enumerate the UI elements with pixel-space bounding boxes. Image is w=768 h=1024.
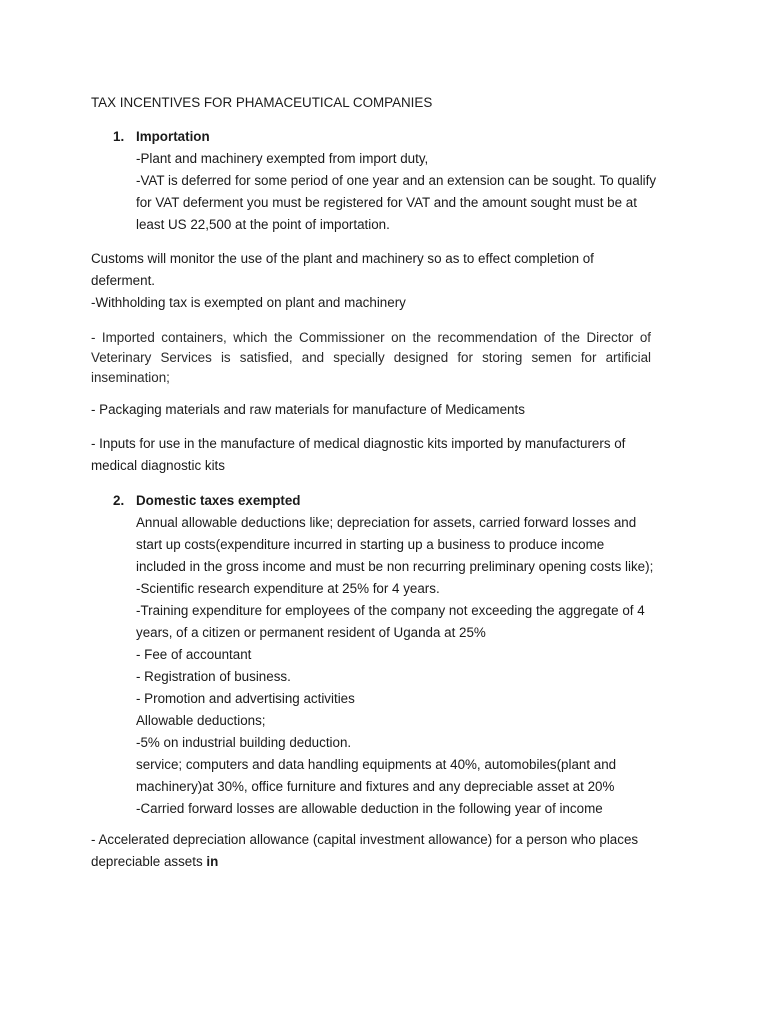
section-2-number: 2. [113, 493, 125, 508]
section-2-line: years, of a citizen or permanent resident of Uganda at 25% [136, 625, 486, 640]
accelerated-bold-word: in [206, 854, 219, 869]
section-2-line: Allowable deductions; [136, 713, 266, 728]
section-2-heading: Domestic taxes exempted [136, 493, 301, 508]
inputs-paragraph [91, 433, 651, 477]
section-1-line: -Plant and machinery exempted from import duty, [136, 151, 429, 166]
containers-paragraph [91, 328, 651, 388]
section-2-line: -Scientific research expenditure at 25% for 4 years. [136, 581, 440, 596]
section-2 [136, 490, 696, 820]
inputs-line: medical diagnostic kits [91, 458, 225, 473]
customs-paragraph [91, 248, 651, 314]
section-1-line: for VAT deferment you must be registered for VAT and the amount sought must be at [136, 195, 637, 210]
section-1-line: least US 22,500 at the point of importation. [136, 217, 390, 232]
section-2-line: - Fee of accountant [136, 647, 252, 662]
section-1-heading: Importation [136, 129, 210, 144]
section-2-line: -5% on industrial building deduction. [136, 735, 352, 750]
section-2-line: -Carried forward losses are allowable deduction in the following year of income [136, 801, 603, 816]
section-1-line: -VAT is deferred for some period of one year and an extension can be sought. To qualify [136, 173, 657, 188]
section-2-line: -Training expenditure for employees of the company not exceeding the aggregate of 4 [136, 603, 645, 618]
document-title: TAX INCENTIVES FOR PHAMACEUTICAL COMPANIES [91, 95, 433, 110]
section-1 [136, 126, 696, 236]
inputs-line: - Inputs for use in the manufacture of medical diagnostic kits imported by manufacturers of [91, 436, 626, 451]
accelerated-line: - Accelerated depreciation allowance (capital investment allowance) for a person who places [91, 832, 639, 847]
customs-line: Customs will monitor the use of the plant and machinery so as to effect completion of [91, 251, 594, 266]
packaging-text: - Packaging materials and raw materials for manufacture of Medicaments [91, 402, 525, 417]
accelerated-prefix: depreciable assets [91, 854, 207, 869]
customs-line: deferment. [91, 273, 156, 288]
section-2-line: - Promotion and advertising activities [136, 691, 355, 706]
accelerated-paragraph [91, 829, 651, 873]
section-2-line: service; computers and data handling equipments at 40%, automobiles(plant and [136, 757, 617, 772]
containers-text: - Imported containers, which the Commissioner on the recommendation of the Director of Veterinary Services is satisfied, and specially designed for storing semen for artificial insemination; [91, 330, 651, 385]
section-2-line: machinery)at 30%, office furniture and fixtures and any depreciable asset at 20% [136, 779, 615, 794]
section-2-line: included in the gross income and must be non recurring preliminary opening costs like); [136, 559, 654, 574]
section-2-line: start up costs(expenditure incurred in starting up a business to produce income [136, 537, 605, 552]
section-2-line: Annual allowable deductions like; depreciation for assets, carried forward losses and [136, 515, 637, 530]
section-2-line: - Registration of business. [136, 669, 291, 684]
accelerated-line [91, 851, 651, 873]
packaging-paragraph [91, 399, 651, 421]
section-1-number: 1. [113, 129, 125, 144]
customs-line: -Withholding tax is exempted on plant and machinery [91, 295, 406, 310]
